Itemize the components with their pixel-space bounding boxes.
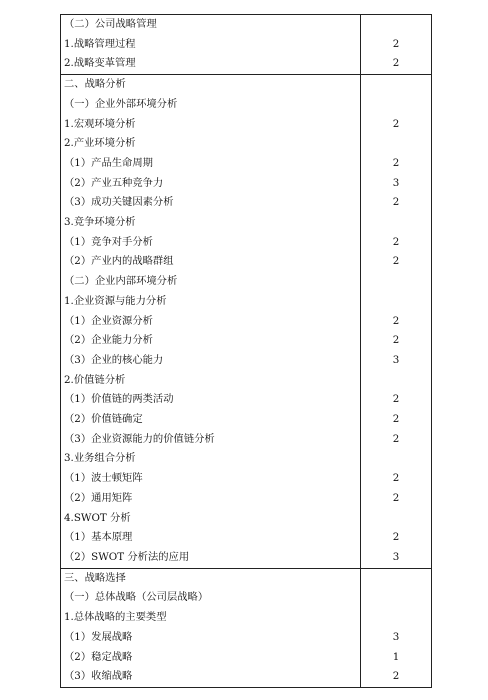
table-row [61,548,432,568]
topic-cell: （二）公司战略管理 [61,15,361,35]
hours-cell: 2 [361,469,432,489]
table-row [61,35,432,55]
topic-cell: （3）企业资源能力的价值链分析 [61,430,361,450]
table-row [61,351,432,371]
table-row [61,15,432,35]
hours-cell [361,75,432,95]
table-row [61,588,432,608]
hours-cell: 2 [361,489,432,509]
hours-cell: 2 [361,331,432,351]
table-row [61,331,432,351]
hours-cell [361,509,432,529]
hours-cell: 2 [361,115,432,135]
hours-cell [361,449,432,469]
table-row [61,233,432,253]
topic-cell: 1.总体战略的主要类型 [61,608,361,628]
topic-cell: 3.业务组合分析 [61,449,361,469]
hours-cell: 2 [361,193,432,213]
topic-cell: 1.企业资源与能力分析 [61,292,361,312]
table-row [61,667,432,687]
hours-cell: 2 [361,154,432,174]
hours-cell [361,588,432,608]
hours-cell: 2 [361,312,432,332]
table-row [61,312,432,332]
table-row [61,371,432,391]
hours-cell [361,134,432,154]
table-row [61,174,432,194]
syllabus-table [60,14,432,688]
table-row [61,115,432,135]
table-row [61,568,432,588]
topic-cell: （一）总体战略（公司层战略） [61,588,361,608]
topic-cell: 2.产业环境分析 [61,134,361,154]
table-row [61,134,432,154]
hours-cell [361,568,432,588]
table-row [61,469,432,489]
hours-cell: 3 [361,548,432,568]
topic-cell: （2）产业内的战略群组 [61,252,361,272]
topic-cell: （1）企业资源分析 [61,312,361,332]
table-row [61,154,432,174]
hours-cell: 2 [361,233,432,253]
syllabus-table-body [61,15,432,688]
topic-cell: （2）稳定战略 [61,648,361,668]
topic-cell: 2.战略变革管理 [61,54,361,74]
hours-cell [361,371,432,391]
topic-cell: （二）企业内部环境分析 [61,272,361,292]
table-row [61,95,432,115]
topic-cell: 4.SWOT 分析 [61,509,361,529]
topic-cell: （2）价值链确定 [61,410,361,430]
topic-cell: 1.宏观环境分析 [61,115,361,135]
topic-cell: 二、战略分析 [61,75,361,95]
table-row [61,75,432,95]
hours-cell [361,292,432,312]
hours-cell: 2 [361,430,432,450]
topic-cell: （1）波士顿矩阵 [61,469,361,489]
topic-cell: （3）成功关键因素分析 [61,193,361,213]
topic-cell: （2）产业五种竞争力 [61,174,361,194]
table-row [61,509,432,529]
topic-cell: （1）产品生命周期 [61,154,361,174]
table-row [61,430,432,450]
hours-cell: 3 [361,174,432,194]
hours-cell: 2 [361,410,432,430]
table-row [61,489,432,509]
hours-cell [361,15,432,35]
topic-cell: （3）收缩战略 [61,667,361,687]
topic-cell: （1）基本原理 [61,528,361,548]
topic-cell: 2.价值链分析 [61,371,361,391]
hours-cell: 3 [361,628,432,648]
topic-cell: 三、战略选择 [61,568,361,588]
table-row [61,272,432,292]
hours-cell [361,608,432,628]
table-row [61,528,432,548]
hours-cell [361,272,432,292]
table-row [61,628,432,648]
hours-cell [361,95,432,115]
topic-cell: 1.战略管理过程 [61,35,361,55]
table-row [61,292,432,312]
table-row [61,252,432,272]
topic-cell: （2）企业能力分析 [61,331,361,351]
table-row [61,648,432,668]
hours-cell: 2 [361,35,432,55]
hours-cell: 1 [361,648,432,668]
hours-cell: 2 [361,390,432,410]
hours-cell [361,213,432,233]
table-row [61,54,432,74]
table-row [61,449,432,469]
table-row [61,410,432,430]
topic-cell: （2）通用矩阵 [61,489,361,509]
table-row [61,193,432,213]
hours-cell: 3 [361,351,432,371]
topic-cell: （1）发展战略 [61,628,361,648]
topic-cell: 3.竞争环境分析 [61,213,361,233]
topic-cell: （3）企业的核心能力 [61,351,361,371]
table-row [61,213,432,233]
topic-cell: （一）企业外部环境分析 [61,95,361,115]
hours-cell: 2 [361,667,432,687]
table-row [61,390,432,410]
hours-cell: 2 [361,54,432,74]
topic-cell: （2）SWOT 分析法的应用 [61,548,361,568]
hours-cell: 2 [361,528,432,548]
hours-cell: 2 [361,252,432,272]
topic-cell: （1）价值链的两类活动 [61,390,361,410]
topic-cell: （1）竞争对手分析 [61,233,361,253]
table-row [61,608,432,628]
